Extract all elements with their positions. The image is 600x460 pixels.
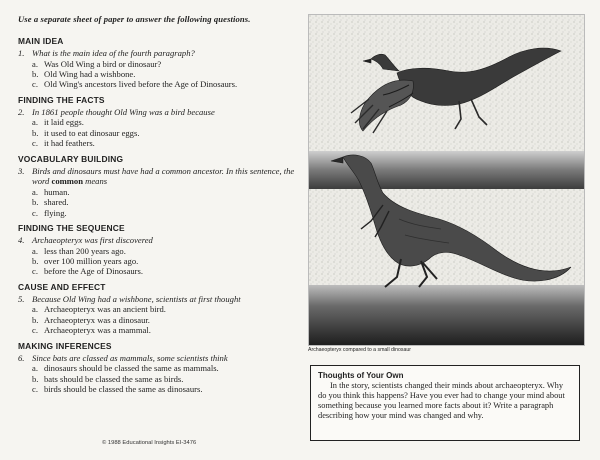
section-sequence [18, 223, 303, 277]
option-letter: b. [32, 127, 39, 138]
option-letter: b. [32, 69, 39, 79]
questions-column [18, 36, 303, 399]
option-letter: a. [32, 363, 38, 374]
section-finding-facts [18, 95, 303, 149]
option-text: Archaeopteryx was a dinosaur. [44, 314, 150, 325]
option-letter: c. [32, 325, 38, 336]
grey-band-bottom [309, 285, 584, 345]
option-letter: c. [32, 266, 38, 277]
thoughts-of-your-own-box [310, 365, 580, 441]
answer-option [32, 208, 303, 218]
answer-options [18, 117, 303, 148]
answer-option [32, 138, 303, 148]
thoughts-title: Thoughts of Your Own [318, 371, 404, 380]
section-heading: CAUSE AND EFFECT [18, 281, 106, 292]
question [18, 107, 303, 118]
option-text: it had feathers. [44, 138, 95, 149]
option-letter: a. [32, 117, 38, 128]
section-heading: VOCABULARY BUILDING [18, 153, 124, 164]
option-text: birds should be classed the same as dinosaurs. [44, 384, 203, 395]
section-heading: FINDING THE FACTS [18, 94, 105, 105]
question-number: 2. [18, 106, 25, 117]
question [18, 235, 303, 246]
option-letter: c. [32, 384, 38, 395]
answer-option [32, 304, 303, 314]
option-letter: a. [32, 58, 38, 69]
question-text [32, 166, 303, 187]
answer-option [32, 79, 303, 89]
option-text: Old Wing had a wishbone. [44, 69, 136, 79]
question-text-end: means [83, 176, 108, 187]
question-text: Archaeopteryx was first discovered [32, 235, 153, 246]
answer-option [32, 315, 303, 325]
question-number: 5. [18, 293, 25, 304]
section-inferences [18, 341, 303, 395]
answer-option [32, 187, 303, 197]
option-letter: a. [32, 304, 38, 315]
answer-option [32, 246, 303, 256]
answer-options [18, 246, 303, 277]
answer-option [32, 384, 303, 394]
question [18, 166, 303, 187]
answer-option [32, 59, 303, 69]
answer-option [32, 128, 303, 138]
option-letter: c. [32, 79, 38, 90]
answer-option [32, 363, 303, 373]
section-vocabulary [18, 154, 303, 218]
answer-option [32, 374, 303, 384]
question [18, 353, 303, 364]
option-text: Was Old Wing a bird or dinosaur? [44, 58, 162, 69]
answer-option [32, 197, 303, 207]
option-letter: b. [32, 373, 39, 384]
copyright: © 1988 Educational Insights EI-3476 [102, 440, 197, 446]
answer-options [18, 59, 303, 90]
option-text: it used to eat dinosaur eggs. [44, 127, 140, 138]
option-text: Archaeopteryx was a mammal. [44, 325, 151, 336]
question [18, 294, 303, 305]
option-letter: b. [32, 314, 39, 325]
option-text: human. [44, 186, 70, 197]
figure-caption: Archaeopteryx compared to a small dinosaur [308, 347, 411, 353]
option-text: Archaeopteryx was an ancient bird. [44, 304, 166, 315]
answer-options [18, 363, 303, 394]
answer-option [32, 256, 303, 266]
option-text: dinosaurs should be classed the same as mammals. [44, 363, 219, 374]
answer-option [32, 266, 303, 276]
option-text: Old Wing's ancestors lived before the Age of Dinosaurs. [44, 79, 238, 90]
section-heading: FINDING THE SEQUENCE [18, 223, 125, 234]
option-letter: a. [32, 186, 38, 197]
vocabulary-word: common [51, 176, 84, 187]
option-letter: c. [32, 138, 38, 149]
option-text: over 100 million years ago. [44, 256, 139, 267]
answer-option [32, 117, 303, 127]
illustration-svg [309, 15, 584, 345]
option-letter: c. [32, 207, 38, 218]
question-number: 4. [18, 235, 25, 246]
question [18, 48, 303, 59]
section-cause-effect [18, 282, 303, 336]
option-letter: a. [32, 245, 38, 256]
question-text: In 1861 people thought Old Wing was a bird because [32, 106, 215, 117]
option-letter: b. [32, 197, 39, 208]
section-heading: MAIN IDEA [18, 36, 64, 46]
answer-option [32, 69, 303, 79]
answer-options [18, 304, 303, 335]
option-text: bats should be classed the same as birds. [44, 373, 184, 384]
question-number: 1. [18, 48, 25, 58]
dinosaur-illustration [308, 14, 585, 346]
option-text: flying. [44, 207, 67, 218]
question-number: 6. [18, 352, 25, 363]
answer-option [32, 325, 303, 335]
question-text: What is the main idea of the fourth paragraph? [32, 48, 195, 58]
answer-options [18, 187, 303, 218]
option-letter: b. [32, 256, 39, 267]
section-main-idea [18, 36, 303, 90]
question-text: Since bats are classed as mammals, some scientists think [32, 352, 228, 363]
question-text: Because Old Wing had a wishbone, scientists at first thought [32, 293, 241, 304]
instructions: Use a separate sheet of paper to answer the following questions. [18, 14, 251, 24]
question-number: 3. [18, 165, 25, 176]
question-text-start: Birds and dinosaurs must have had a common ancestor. In this sentence, the word [32, 165, 295, 187]
option-text: before the Age of Dinosaurs. [44, 266, 144, 277]
section-heading: MAKING INFERENCES [18, 340, 112, 351]
option-text: it laid eggs. [44, 117, 84, 128]
option-text: shared. [44, 197, 69, 208]
option-text: less than 200 years ago. [44, 245, 126, 256]
thoughts-body: In the story, scientists changed their minds about archaeopteryx. Why do you think this happens? Have you ever had to change your mind about something because you learned more facts about it? Write a paragraph describing how your mind was changed and why. [318, 381, 565, 420]
